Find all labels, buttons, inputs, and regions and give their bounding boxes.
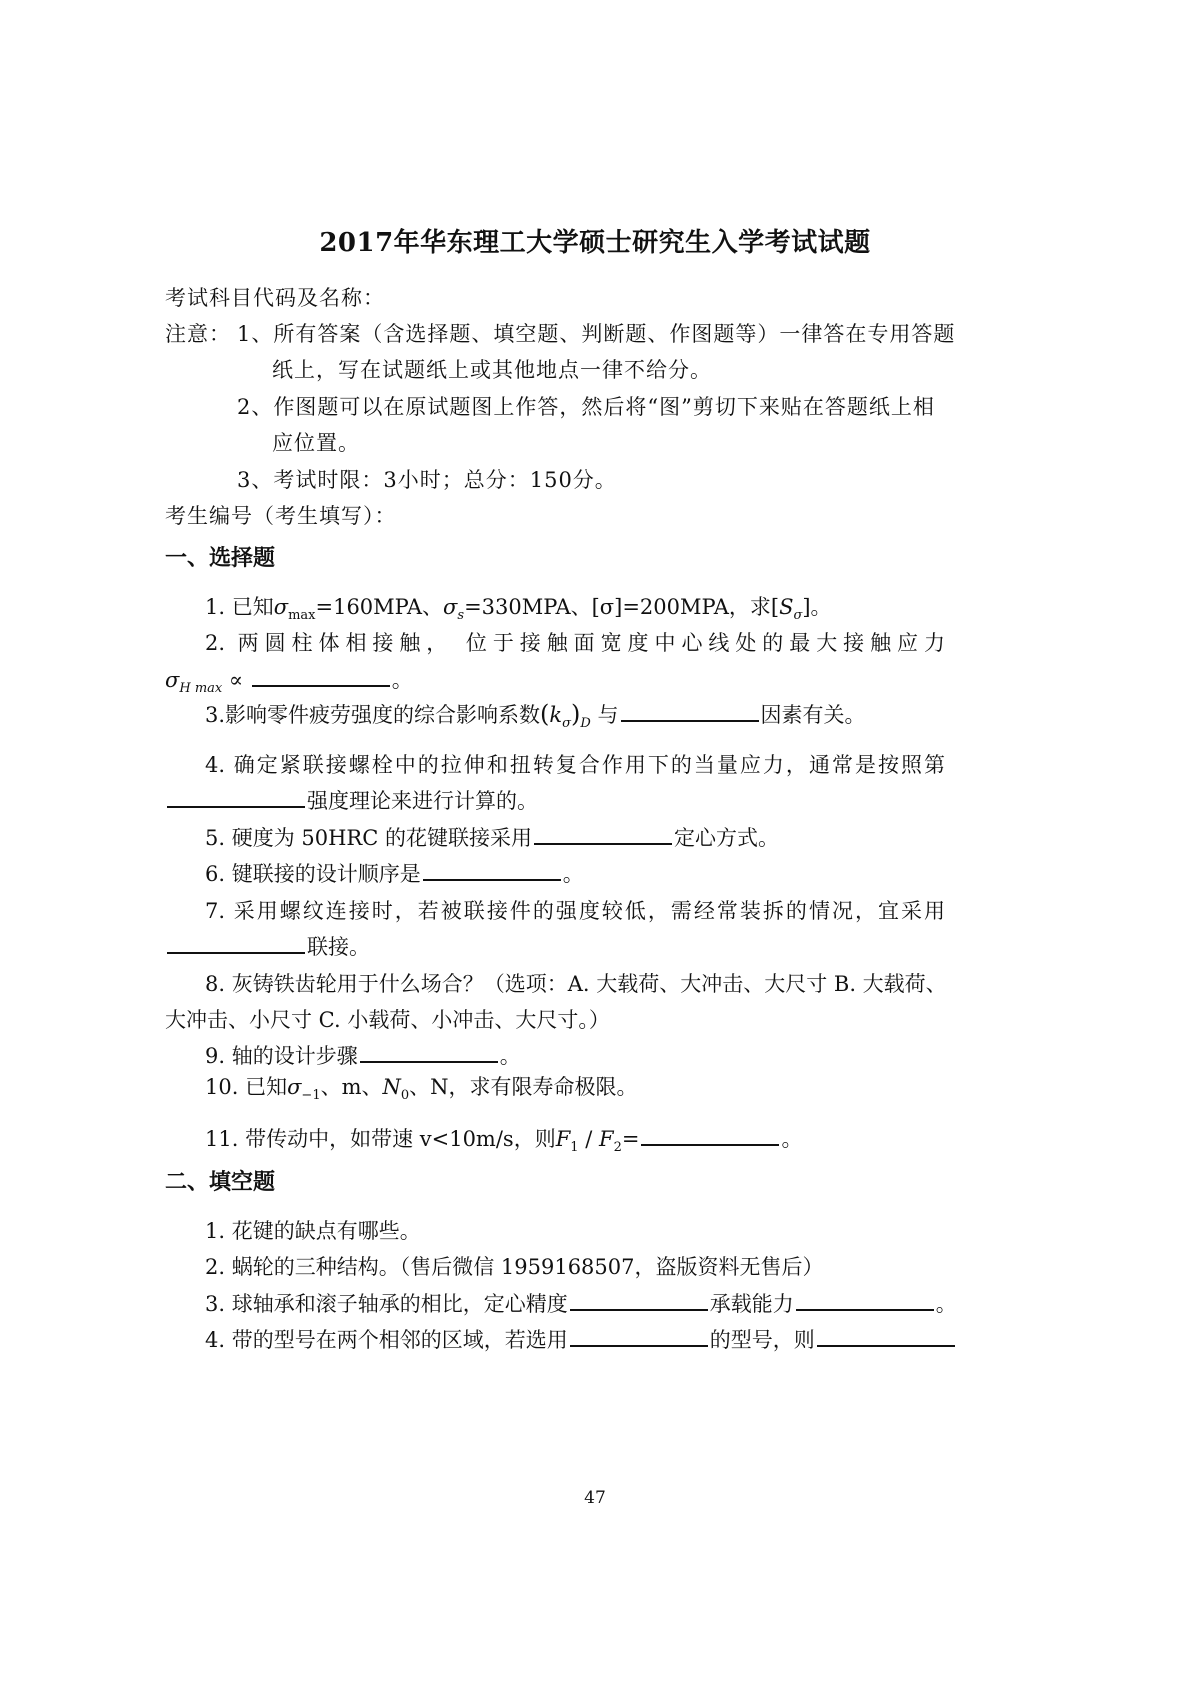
question-2-cont: $\sigma_{H max}$ ∝ 。 <box>165 665 413 704</box>
note-3: 3、考试时限：3小时；总分：150分。 <box>237 468 617 492</box>
notice-label: 注意： <box>165 322 231 346</box>
question-3: 3.影响零件疲劳强度的综合影响系数$(k_\sigma)_D$ 与 因素有关。 <box>205 700 866 732</box>
note-1: 1、所有答案（含选择题、填空题、判断题、作图题等）一律答在专用答题 <box>237 322 956 346</box>
question-8-cont: 大冲击、小尺寸 C. 小载荷、小冲击、大尺寸。） <box>165 1008 610 1032</box>
fill-question-2: 2. 蜗轮的三种结构。（售后微信 1959168507，盗版资料无售后） <box>205 1255 824 1279</box>
question-7-cont: 联接。 <box>165 932 370 962</box>
answer-blank[interactable] <box>167 932 305 954</box>
fill-question-3: 3. 球轴承和滚子轴承的相比，定心精度 承载能力 。 <box>205 1289 957 1319</box>
page-number: 47 <box>584 1488 606 1508</box>
page-title: 2017年华东理工大学硕士研究生入学考试试题 <box>319 228 871 258</box>
answer-blank[interactable] <box>570 1289 708 1311</box>
note-2-cont: 应位置。 <box>272 431 360 455</box>
candidate-number: 考生编号（考生填写）： <box>165 504 397 528</box>
answer-blank[interactable] <box>534 823 672 845</box>
note-1-cont: 纸上，写在试题纸上或其他地点一律不给分。 <box>272 358 712 382</box>
note-2: 2、作图题可以在原试题图上作答，然后将“图”剪切下来贴在答题纸上相 <box>237 395 935 419</box>
answer-blank[interactable] <box>252 665 390 687</box>
question-10: 10. 已知$\sigma_{-1}$、m、$N_0$、N，求有限寿命极限。 <box>205 1075 638 1104</box>
question-6: 6. 键联接的设计顺序是 。 <box>205 859 584 889</box>
fill-question-1: 1. 花键的缺点有哪些。 <box>205 1219 421 1243</box>
subject-line: 考试科目代码及名称： <box>165 286 385 310</box>
answer-blank[interactable] <box>167 786 305 808</box>
question-2: 2. 两圆柱体相接触， 位于接触面宽度中心线处的最大接触应力 <box>205 631 945 655</box>
question-8: 8. 灰铸铁齿轮用于什么场合？（选项：A. 大载荷、大冲击、大尺寸 B. 大载荷、 <box>205 972 947 996</box>
question-4-cont: 强度理论来进行计算的。 <box>165 786 538 816</box>
question-11: 11. 带传动中，如带速 v<10m/s，则$F_1 / F_2=$ 。 <box>205 1124 802 1163</box>
question-5: 5. 硬度为 50HRC 的花键联接采用 定心方式。 <box>205 823 779 853</box>
answer-blank[interactable] <box>360 1041 498 1063</box>
section-heading-fill: 二、填空题 <box>165 1169 276 1195</box>
question-9: 9. 轴的设计步骤 。 <box>205 1041 521 1071</box>
answer-blank[interactable] <box>423 859 561 881</box>
question-4: 4. 确定紧联接螺栓中的拉伸和扭转复合作用下的当量应力，通常是按照第 <box>205 753 945 777</box>
fill-question-4: 4. 带的型号在两个相邻的区域，若选用 的型号，则 <box>205 1325 957 1355</box>
question-1: 1. 已知$\sigma_{max}=160MPA$、$\sigma_s=330MPA$、[σ]=200MPA，求$[S_\sigma]$。 <box>205 595 832 624</box>
answer-blank[interactable] <box>817 1325 955 1347</box>
answer-blank[interactable] <box>641 1124 779 1146</box>
answer-blank[interactable] <box>621 700 759 722</box>
question-7: 7. 采用螺纹连接时，若被联接件的强度较低，需经常装拆的情况，宜采用 <box>205 899 945 923</box>
answer-blank[interactable] <box>570 1325 708 1347</box>
answer-blank[interactable] <box>796 1289 934 1311</box>
section-heading-choice: 一、选择题 <box>165 545 276 571</box>
